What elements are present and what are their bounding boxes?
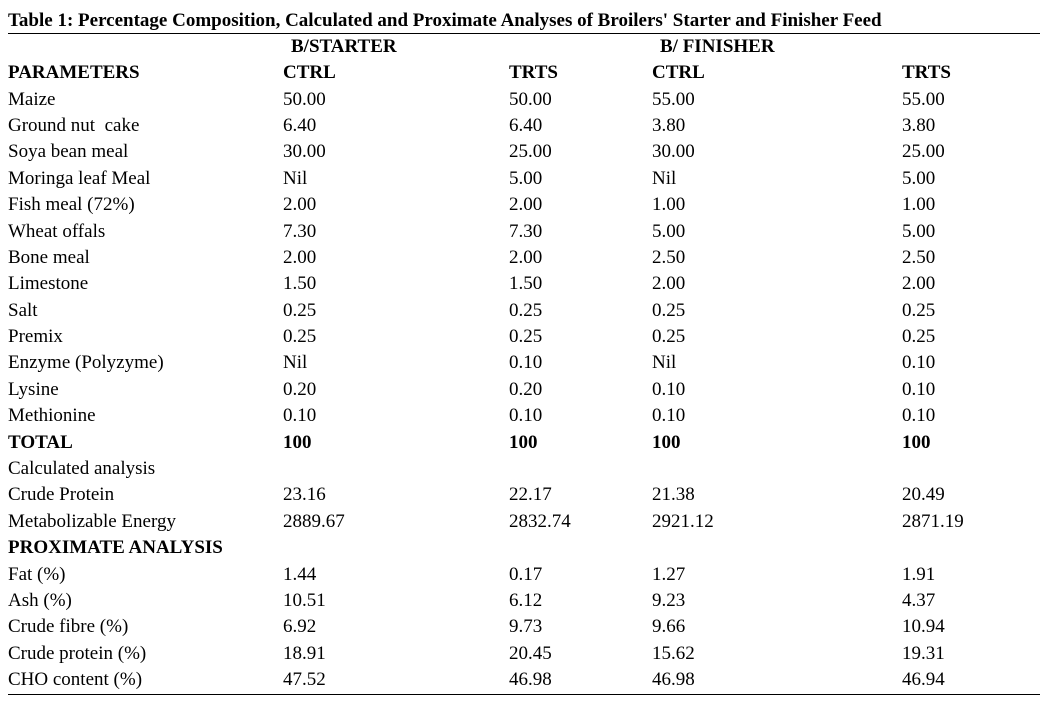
table-row [8, 298, 1040, 324]
row-label: Lysine [8, 378, 59, 400]
group-header-finisher: B/ FINISHER [660, 36, 775, 57]
row-value: 0.10 [902, 378, 936, 400]
row-value: 7.30 [509, 220, 543, 242]
table-row [8, 166, 1040, 192]
row-label: Maize [8, 88, 56, 110]
row-value: 2889.67 [283, 510, 345, 532]
row-value: 10.51 [283, 590, 326, 611]
row-value: 23.16 [283, 484, 326, 506]
row-value: 4.37 [902, 590, 936, 611]
row-value: 3.80 [902, 114, 936, 136]
row-value: 50.00 [509, 88, 552, 110]
table-row [8, 456, 1040, 482]
row-label: Fat (%) [8, 563, 66, 585]
row-value: 47.52 [283, 669, 326, 691]
row-label: Crude fibre (%) [8, 616, 129, 638]
row-value: Nil [652, 167, 677, 189]
row-value: 1.50 [283, 273, 317, 295]
row-value: 6.40 [509, 114, 543, 136]
group-header-starter: B/STARTER [291, 36, 397, 57]
row-value: 25.00 [902, 141, 945, 163]
row-value: 5.00 [509, 167, 543, 189]
row-value: 0.25 [283, 326, 317, 348]
row-value: Nil [652, 352, 677, 374]
row-value: 2871.19 [902, 510, 964, 532]
row-label: Premix [8, 326, 63, 348]
row-value: 10.94 [902, 616, 945, 638]
row-label: TOTAL [8, 431, 73, 453]
row-value: 0.25 [509, 299, 543, 321]
row-value: 0.25 [652, 299, 686, 321]
table-row [8, 588, 1040, 614]
row-value: 0.10 [902, 405, 936, 427]
row-value: 6.40 [283, 114, 317, 136]
row-value: 15.62 [652, 642, 695, 664]
row-value [509, 456, 652, 482]
table-row [8, 509, 1040, 535]
row-value: 2.00 [902, 273, 936, 295]
row-value: 9.66 [652, 616, 686, 638]
row-value: Nil [283, 167, 308, 189]
row-value: 2832.74 [509, 510, 571, 532]
row-value: TRTS [902, 62, 951, 84]
row-value: 2.00 [283, 194, 317, 216]
row-value: 1.50 [509, 273, 543, 295]
row-label: PARAMETERS [8, 62, 140, 84]
table-row [8, 60, 1040, 86]
row-value: 1.27 [652, 563, 686, 585]
row-value [509, 535, 652, 561]
row-value: 20.49 [902, 484, 945, 506]
row-value: 5.00 [902, 220, 936, 242]
row-value: 1.44 [283, 563, 317, 585]
row-value: 22.17 [509, 484, 552, 506]
row-label: Ground nut cake [8, 114, 140, 136]
row-value: 100 [283, 431, 312, 453]
table-row [8, 482, 1040, 508]
table-row [8, 113, 1040, 139]
row-value: 46.94 [902, 669, 945, 691]
row-value: 46.98 [652, 669, 695, 691]
row-value: 0.10 [652, 405, 686, 427]
table-row [8, 324, 1040, 350]
row-value: 0.25 [509, 326, 543, 348]
row-value: 0.10 [509, 352, 543, 374]
row-value: 0.10 [902, 352, 936, 374]
table-row [8, 614, 1040, 640]
table-row [8, 139, 1040, 165]
table-row [8, 192, 1040, 218]
row-value: 9.73 [509, 616, 543, 638]
table-row [8, 429, 1040, 455]
row-value: 0.20 [283, 378, 317, 400]
row-value: 20.45 [509, 642, 552, 664]
table-title: Table 1: Percentage Composition, Calculated and Proximate Analyses of Broilers' Starter and Finisher Feed [8, 10, 882, 31]
table-row [8, 377, 1040, 403]
row-value [652, 535, 902, 561]
row-value: 0.10 [652, 378, 686, 400]
row-label: Crude protein (%) [8, 642, 147, 664]
row-value [902, 456, 1040, 482]
table-row [8, 271, 1040, 297]
row-value: 2.00 [652, 273, 686, 295]
row-value: 0.20 [509, 378, 543, 400]
row-label: CHO content (%) [8, 669, 143, 691]
row-value: 100 [652, 431, 681, 453]
row-value: CTRL [283, 62, 336, 84]
row-value: 100 [509, 431, 538, 453]
row-label: Calculated analysis [8, 458, 156, 480]
table-row [8, 641, 1040, 667]
composition-table [8, 60, 1040, 693]
row-label: Fish meal (72%) [8, 194, 135, 216]
row-value: 30.00 [283, 141, 326, 163]
row-label: Methionine [8, 405, 96, 427]
row-value: 9.23 [652, 590, 686, 611]
table-row [8, 535, 1040, 561]
row-label: Bone meal [8, 246, 90, 268]
row-label: Enzyme (Polyzyme) [8, 352, 164, 374]
table-row [8, 561, 1040, 587]
row-label: Limestone [8, 273, 89, 295]
row-value: 6.92 [283, 616, 317, 638]
row-value: 1.91 [902, 563, 936, 585]
row-label: Metabolizable Energy [8, 510, 176, 532]
row-label: Soya bean meal [8, 141, 129, 163]
row-value: 3.80 [652, 114, 686, 136]
row-value: 21.38 [652, 484, 695, 506]
row-value [283, 535, 509, 561]
row-value: 19.31 [902, 642, 945, 664]
row-value: 7.30 [283, 220, 317, 242]
row-value: 18.91 [283, 642, 326, 664]
top-rule [8, 33, 1040, 34]
row-value: 0.10 [509, 405, 543, 427]
row-label: Salt [8, 299, 38, 321]
row-value: 6.12 [509, 590, 543, 611]
row-label: Moringa leaf Meal [8, 167, 151, 189]
row-value: 0.17 [509, 563, 543, 585]
row-value: 55.00 [902, 88, 945, 110]
table-row [8, 218, 1040, 244]
row-value: 2.50 [902, 246, 936, 268]
row-value [283, 456, 509, 482]
row-value: 0.25 [902, 326, 936, 348]
row-value: 2.00 [283, 246, 317, 268]
row-value: 55.00 [652, 88, 695, 110]
row-value: 30.00 [652, 141, 695, 163]
row-label: Crude Protein [8, 484, 115, 506]
row-label: Ash (%) [8, 590, 72, 611]
table-row [8, 245, 1040, 271]
row-label: PROXIMATE ANALYSIS [8, 537, 223, 559]
row-value: 5.00 [652, 220, 686, 242]
table-row [8, 86, 1040, 112]
row-value: 50.00 [283, 88, 326, 110]
row-value: 0.25 [902, 299, 936, 321]
row-value: TRTS [509, 62, 558, 84]
row-value: 2.00 [509, 194, 543, 216]
row-value: 2.50 [652, 246, 686, 268]
row-value: 1.00 [652, 194, 686, 216]
table-row [8, 667, 1040, 693]
group-header-row [0, 35, 1054, 59]
row-value: 25.00 [509, 141, 552, 163]
row-label: Wheat offals [8, 220, 106, 242]
row-value: CTRL [652, 62, 705, 84]
row-value: 5.00 [902, 167, 936, 189]
row-value: 2.00 [509, 246, 543, 268]
table-row [8, 350, 1040, 376]
row-value [902, 535, 1040, 561]
bottom-rule [8, 694, 1040, 695]
row-value: 46.98 [509, 669, 552, 691]
row-value: 0.10 [283, 405, 317, 427]
row-value: 100 [902, 431, 931, 453]
row-value: 2921.12 [652, 510, 714, 532]
row-value: 1.00 [902, 194, 936, 216]
table-row [8, 403, 1040, 429]
table-body [8, 60, 1040, 693]
row-value: 0.25 [652, 326, 686, 348]
row-value: Nil [283, 352, 308, 374]
row-value [652, 456, 902, 482]
row-value: 0.25 [283, 299, 317, 321]
